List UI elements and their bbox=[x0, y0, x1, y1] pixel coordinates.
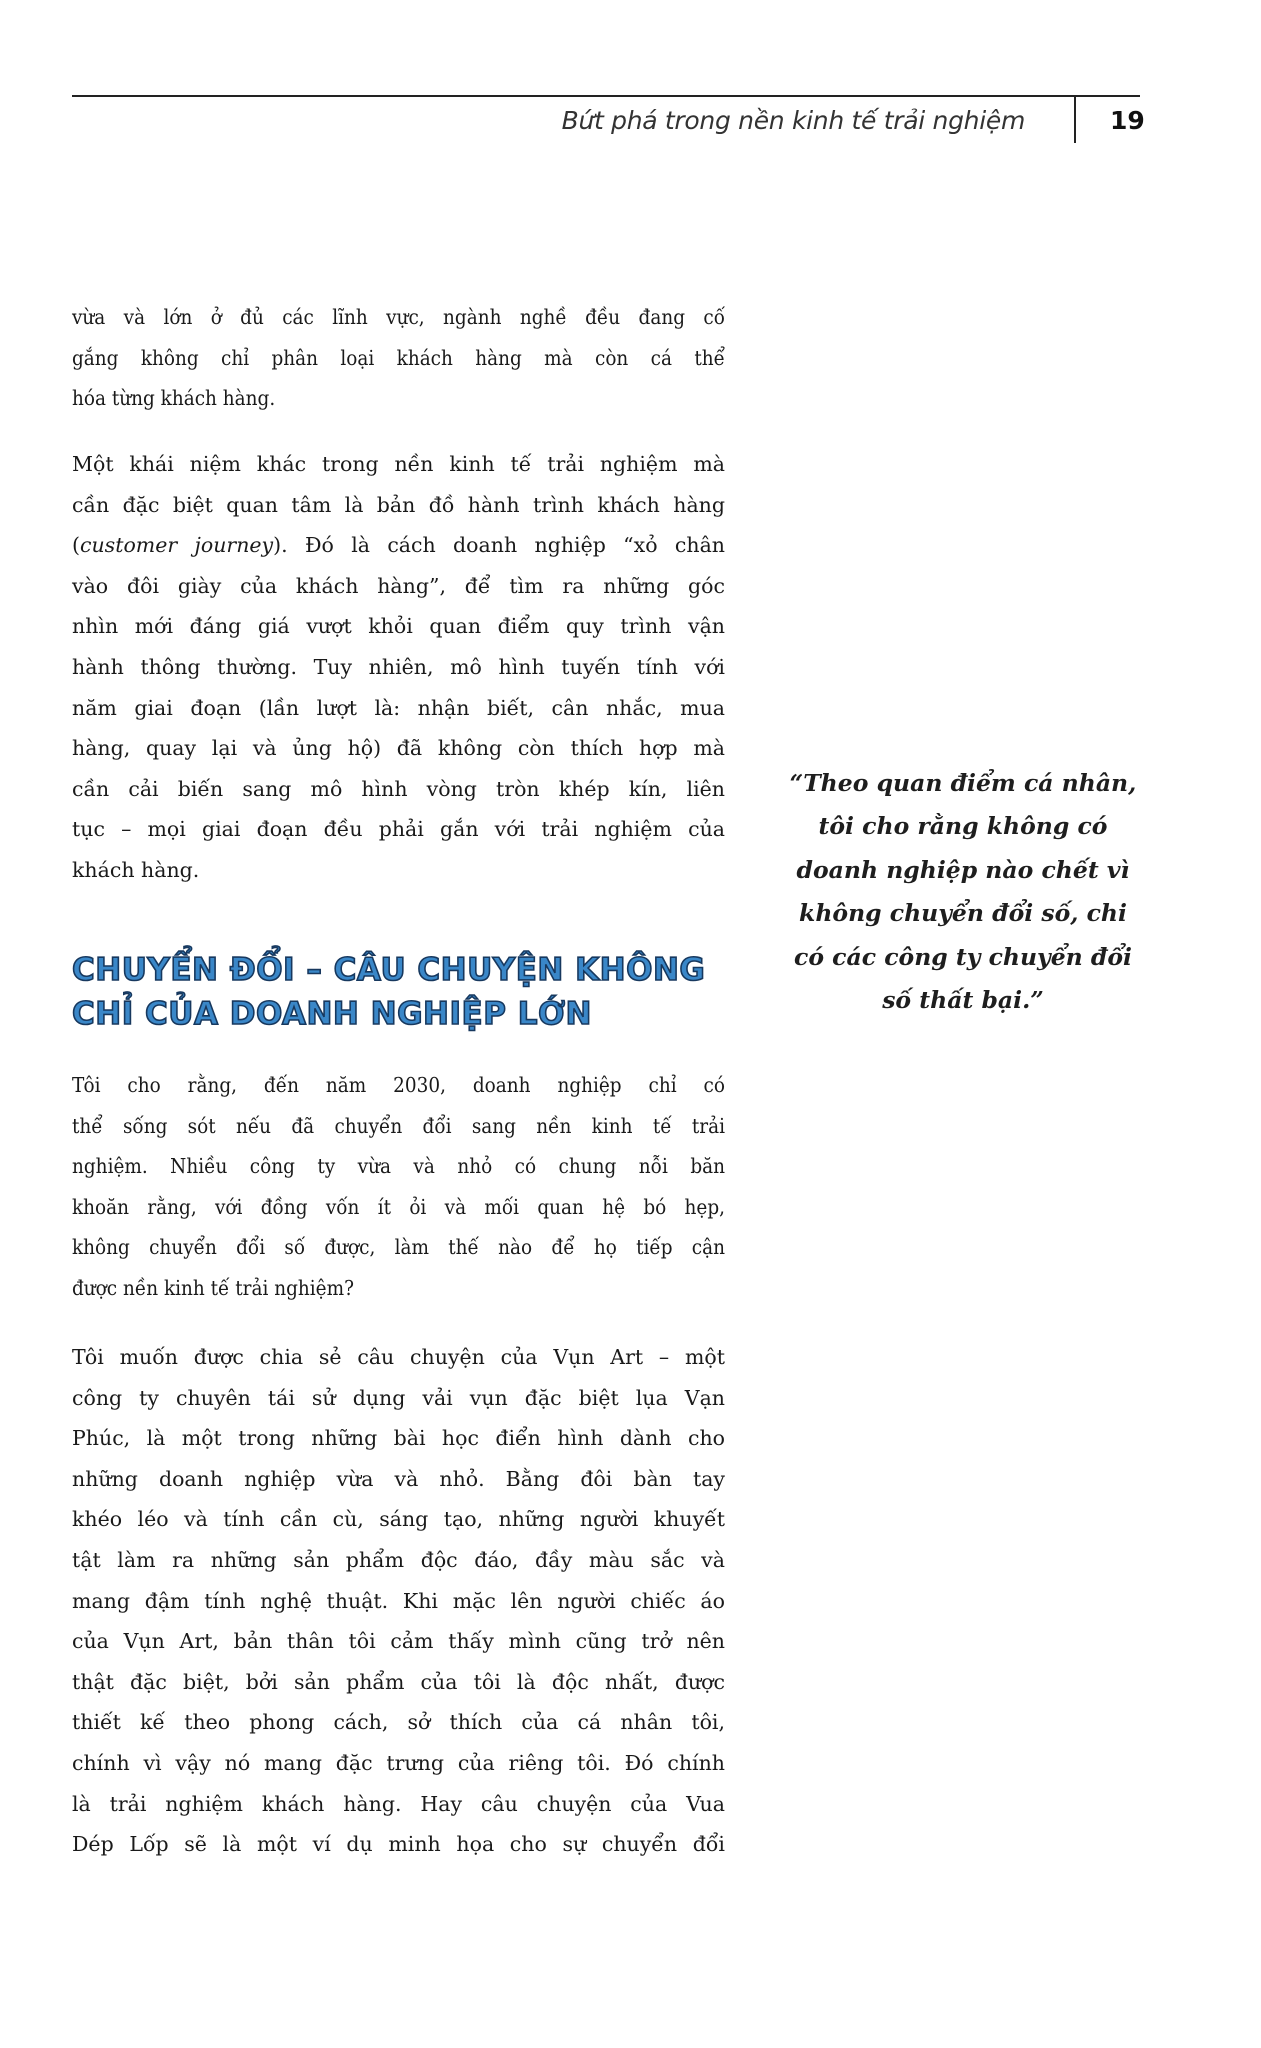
text-line: thiết kế theo phong cách, sở thích của cá nhân tôi, bbox=[72, 1710, 725, 1735]
text-line: năm giai đoạn (lần lượt là: nhận biết, cân nhắc, mua bbox=[72, 695, 725, 720]
text-line: công ty chuyên tái sử dụng vải vụn đặc biệt lụa Vạn bbox=[72, 1385, 725, 1410]
text-line: những doanh nghiệp vừa và nhỏ. Bằng đôi bàn tay bbox=[72, 1466, 725, 1491]
running-title: Bứt phá trong nền kinh tế trải nghiệm bbox=[561, 106, 1025, 135]
text-line: hành thông thường. Tuy nhiên, mô hình tuyến tính với bbox=[72, 654, 725, 679]
text-line: được nền kinh tế trải nghiệm? bbox=[72, 1275, 354, 1300]
quote-line: có các công ty chuyển đổi bbox=[794, 942, 1132, 971]
text-line: Phúc, là một trong những bài học điển hình dành cho bbox=[72, 1426, 725, 1451]
text-line: vào đôi giày của khách hàng”, để tìm ra những góc bbox=[72, 573, 725, 598]
text-line: Một khái niệm khác trong nền kinh tế trải nghiệm mà bbox=[72, 452, 725, 476]
header-rule bbox=[72, 95, 1140, 97]
text-line: nghiệm. Nhiều công ty vừa và nhỏ có chung nỗi băn bbox=[72, 1154, 725, 1179]
quote-line: “Theo quan điểm cá nhân, bbox=[789, 769, 1137, 797]
text-line: thật đặc biệt, bởi sản phẩm của tôi là độc nhất, được bbox=[72, 1669, 725, 1694]
text-line: mang đậm tính nghệ thuật. Khi mặc lên người chiếc áo bbox=[72, 1588, 725, 1613]
paragraph-1 bbox=[72, 297, 725, 419]
heading-line: CHUYỂN ĐỔI – CÂU CHUYỆN KHÔNG bbox=[72, 952, 706, 988]
text-line: khoăn rằng, với đồng vốn ít ỏi và mối quan hệ bó hẹp, bbox=[72, 1194, 725, 1219]
quote-line: số thất bại.” bbox=[882, 985, 1044, 1014]
quote-line: doanh nghiệp nào chết vì bbox=[796, 855, 1130, 884]
heading-line: CHỈ CỦA DOANH NGHIỆP LỚN bbox=[72, 996, 592, 1032]
text-line: khách hàng. bbox=[72, 857, 200, 882]
text-line: không chuyển đổi số được, làm thế nào để họ tiếp cận bbox=[72, 1235, 725, 1260]
paragraph-4 bbox=[72, 1337, 725, 1865]
text-line: chính vì vậy nó mang đặc trưng của riêng tôi. Đó chính bbox=[72, 1750, 725, 1775]
pull-quote bbox=[780, 762, 1146, 1022]
text-line: Tôi cho rằng, đến năm 2030, doanh nghiệp chỉ có bbox=[72, 1073, 725, 1097]
text-line: nhìn mới đáng giá vượt khỏi quan điểm quy trình vận bbox=[72, 614, 725, 639]
text-line: tục – mọi giai đoạn đều phải gắn với trải nghiệm của bbox=[72, 817, 725, 842]
section-heading bbox=[72, 948, 705, 1036]
text-line: cần đặc biệt quan tâm là bản đồ hành trình khách hàng bbox=[72, 492, 725, 517]
text-line: cần cải biến sang mô hình vòng tròn khép kín, liên bbox=[72, 776, 725, 801]
text-line: Dép Lốp sẽ là một ví dụ minh họa cho sự chuyển đổi bbox=[72, 1832, 725, 1857]
text-line: tật làm ra những sản phẩm độc đáo, đầy màu sắc và bbox=[72, 1547, 725, 1572]
text-line: vừa và lớn ở đủ các lĩnh vực, ngành nghề đều đang cố bbox=[72, 305, 725, 329]
text-line: là trải nghiệm khách hàng. Hay câu chuyện của Vua bbox=[72, 1791, 725, 1816]
text-line: hàng, quay lại và ủng hộ) đã không còn thích hợp mà bbox=[72, 736, 725, 761]
header-divider bbox=[1074, 95, 1076, 143]
text-line: thể sống sót nếu đã chuyển đổi sang nền kinh tế trải bbox=[72, 1113, 725, 1138]
page-number: 19 bbox=[1110, 106, 1145, 135]
text: ). Đó là cách doanh nghiệp “xỏ chân bbox=[273, 533, 726, 558]
text-line: Tôi muốn được chia sẻ câu chuyện của Vụn Art – một bbox=[72, 1345, 725, 1369]
text-line: khéo léo và tính cần cù, sáng tạo, những người khuyết bbox=[72, 1507, 725, 1532]
text: ( bbox=[72, 533, 80, 558]
quote-line: tôi cho rằng không có bbox=[818, 812, 1108, 841]
text-line-with-italic bbox=[72, 525, 725, 566]
paragraph-2 bbox=[72, 444, 725, 891]
text-line: gắng không chỉ phân loại khách hàng mà còn cá thể bbox=[72, 345, 725, 370]
text-line: của Vụn Art, bản thân tôi cảm thấy mình cũng trở nên bbox=[72, 1629, 725, 1654]
text-line: hóa từng khách hàng. bbox=[72, 386, 276, 411]
paragraph-3 bbox=[72, 1065, 725, 1309]
italic-term: customer journey bbox=[80, 533, 274, 558]
quote-line: không chuyển đổi số, chi bbox=[799, 899, 1127, 928]
